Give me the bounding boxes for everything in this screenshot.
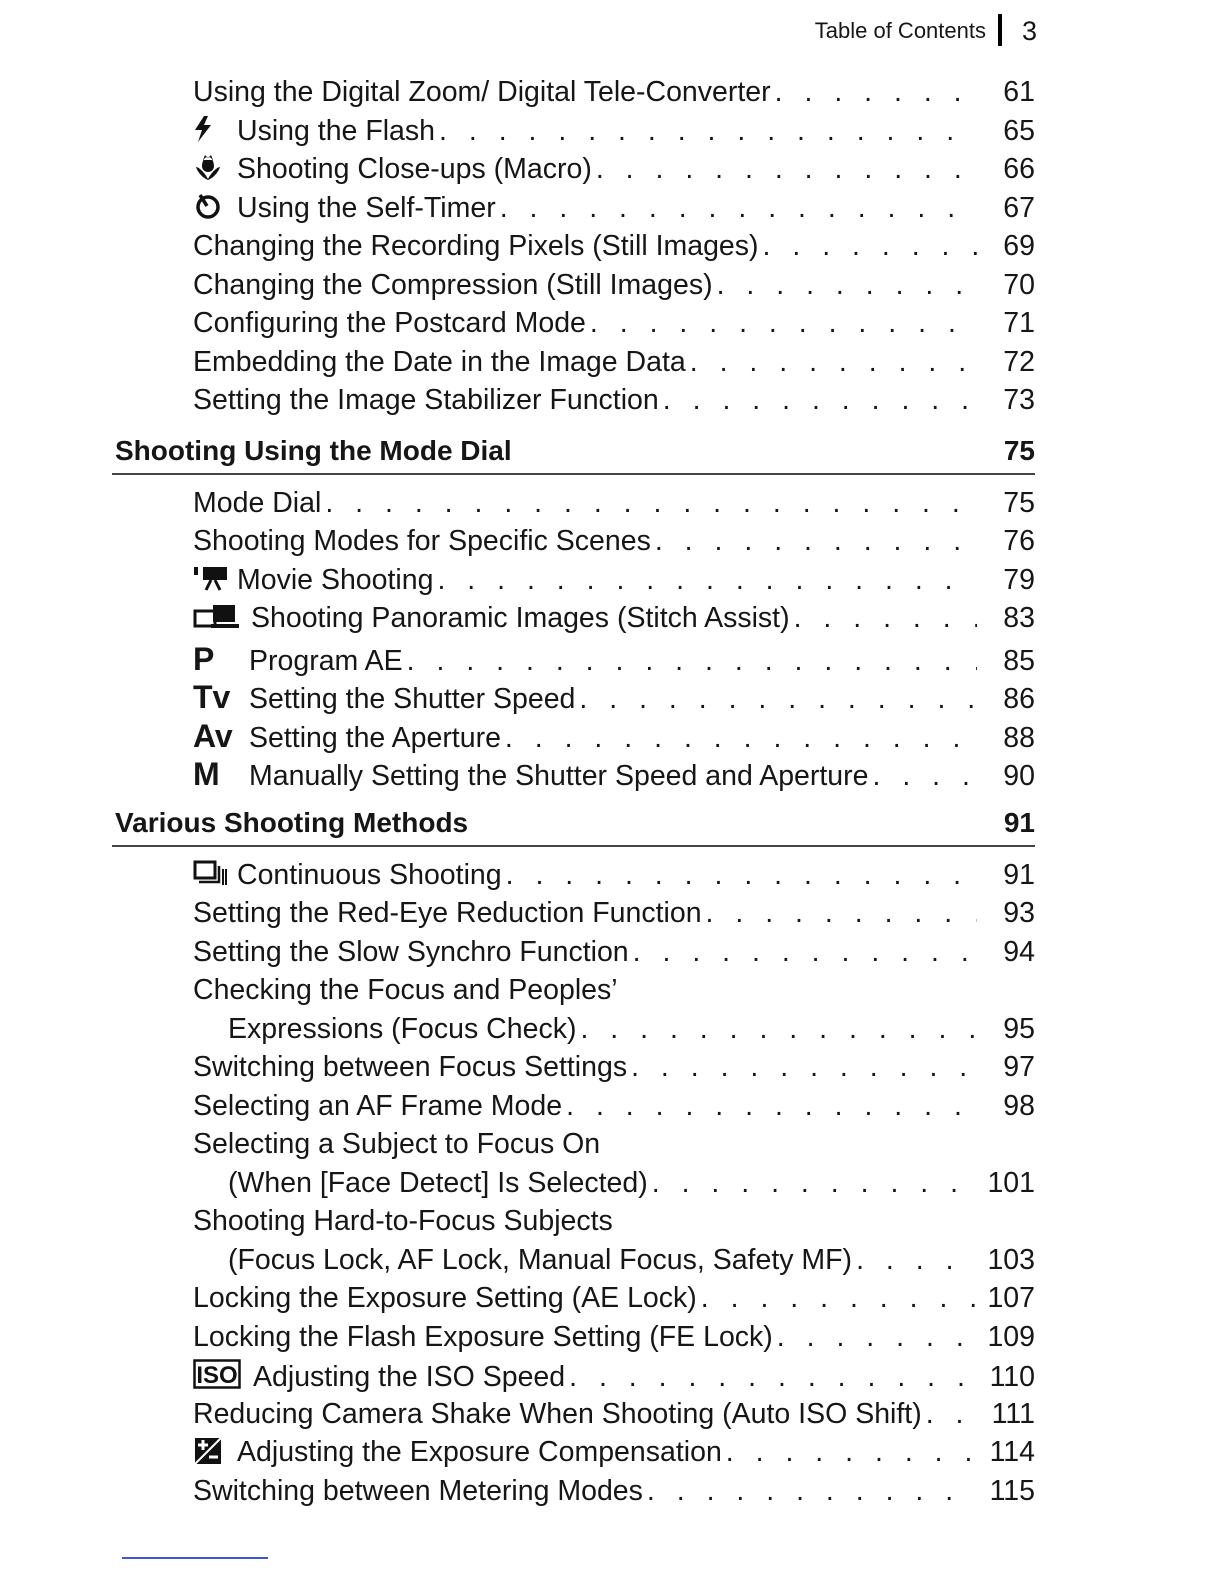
entry-page-number: 66 xyxy=(1003,153,1035,185)
entry-page-number: 95 xyxy=(1003,1012,1035,1045)
entry-title: Using the Flash xyxy=(237,114,436,147)
entry-page-number: 114 xyxy=(989,1436,1035,1468)
entry-title: (Focus Lock, AF Lock, Manual Focus, Safety MF) xyxy=(228,1243,853,1276)
toc-entry[interactable] xyxy=(193,307,1035,340)
mode-tv-icon: Tv xyxy=(193,679,231,715)
mode-p-icon: P xyxy=(193,640,215,677)
movie-icon xyxy=(193,564,237,597)
entry-page-number: 73 xyxy=(1003,384,1035,416)
section-rule xyxy=(112,845,1035,847)
entry-title: Embedding the Date in the Image Data xyxy=(193,345,686,378)
toc-entry[interactable] xyxy=(193,1167,1035,1200)
entry-page-number: 115 xyxy=(989,1474,1035,1507)
toc-entry[interactable] xyxy=(193,1244,1035,1277)
entry-page-number: 72 xyxy=(1003,345,1035,378)
toc-entry[interactable] xyxy=(193,1128,1035,1161)
dot-leader xyxy=(706,897,977,930)
dot-leader xyxy=(569,1361,977,1394)
entry-page-number: 75 xyxy=(1003,486,1035,519)
entry-page-number: 70 xyxy=(1003,268,1035,301)
toc-entry[interactable] xyxy=(193,230,1035,263)
entry-title: Setting the Shutter Speed xyxy=(249,683,576,715)
flash-icon xyxy=(193,115,237,148)
dot-leader xyxy=(763,230,977,263)
macro-icon xyxy=(193,153,237,186)
entry-title: Configuring the Postcard Mode xyxy=(193,307,586,339)
toc-entry[interactable] xyxy=(193,384,1035,417)
toc-entry[interactable] xyxy=(193,1090,1035,1123)
entry-page-number: 86 xyxy=(1003,683,1035,715)
toc-entry[interactable] xyxy=(193,1359,1035,1394)
entry-page-number: 85 xyxy=(1003,644,1035,677)
section-heading[interactable] xyxy=(115,807,1035,839)
entry-page-number: 91 xyxy=(1003,858,1035,891)
entry-page-number: 111 xyxy=(991,1397,1035,1430)
continuous-icon xyxy=(193,859,237,892)
entry-page-number: 65 xyxy=(1003,114,1035,147)
entry-title: Setting the Red-Eye Reduction Function xyxy=(193,897,702,929)
entry-title: Reducing Camera Shake When Shooting (Auto ISO Shift) xyxy=(193,1397,922,1430)
entry-title: Adjusting the Exposure Compensation xyxy=(237,1436,722,1468)
entry-page-number: 61 xyxy=(1003,76,1035,108)
entry-title: Manually Setting the Shutter Speed and Aperture xyxy=(249,760,869,792)
entry-title: Selecting an AF Frame Mode xyxy=(193,1089,563,1122)
toc-entry[interactable] xyxy=(193,269,1035,302)
dot-leader xyxy=(407,645,977,678)
entry-page-number: 76 xyxy=(1003,525,1035,557)
entry-title: (When [Face Detect] Is Selected) xyxy=(228,1166,648,1199)
dot-leader xyxy=(633,936,977,969)
entry-title: Expressions (Focus Check) xyxy=(228,1012,577,1045)
header-divider xyxy=(998,14,1002,46)
section-page-number: 91 xyxy=(1003,806,1035,838)
header-page-number: 3 xyxy=(1022,16,1038,46)
entry-page-number: 69 xyxy=(1003,230,1035,262)
entry-title: Selecting a Subject to Focus On xyxy=(193,1128,601,1160)
dot-leader xyxy=(500,192,977,225)
toc-entry[interactable] xyxy=(193,1051,1035,1084)
toc-entry[interactable] xyxy=(193,192,1035,225)
section-title: Shooting Using the Mode Dial xyxy=(115,434,512,466)
stitch-assist-icon xyxy=(193,602,251,635)
dot-leader xyxy=(794,602,977,635)
section-title: Various Shooting Methods xyxy=(115,806,469,838)
toc-entry[interactable] xyxy=(193,153,1035,186)
entry-title: Continuous Shooting xyxy=(237,858,502,891)
dot-leader xyxy=(506,859,977,892)
dot-leader xyxy=(631,1051,977,1084)
entry-title: Shooting Hard-to-Focus Subjects xyxy=(193,1205,613,1237)
toc-entry[interactable] xyxy=(193,564,1035,597)
dot-leader xyxy=(652,1167,977,1200)
entry-page-number: 79 xyxy=(1003,563,1035,596)
toc-entry[interactable] xyxy=(193,756,1035,793)
entry-title: Using the Self-Timer xyxy=(237,191,496,224)
dot-leader xyxy=(856,1244,977,1277)
dot-leader xyxy=(775,76,977,109)
entry-title: Locking the Exposure Setting (AE Lock) xyxy=(193,1282,697,1314)
entry-title: Setting the Aperture xyxy=(249,721,501,754)
entry-page-number: 110 xyxy=(989,1361,1035,1393)
toc-entry[interactable] xyxy=(193,1436,1035,1469)
entry-page-number: 71 xyxy=(1003,307,1035,339)
toc-entry[interactable] xyxy=(193,1321,1035,1354)
dot-leader xyxy=(505,722,977,755)
entry-title: Setting the Image Stabilizer Function xyxy=(193,384,659,416)
entry-page-number: 94 xyxy=(1003,935,1035,968)
toc-entry[interactable] xyxy=(193,1475,1035,1508)
toc-entry[interactable] xyxy=(193,679,1035,716)
dot-leader xyxy=(726,1436,977,1469)
toc-entry[interactable] xyxy=(193,897,1035,930)
section-heading[interactable] xyxy=(115,435,1035,467)
entry-page-number: 98 xyxy=(1003,1089,1035,1122)
toc-entry[interactable] xyxy=(193,936,1035,969)
toc-entry[interactable] xyxy=(193,602,1035,635)
dot-leader xyxy=(717,269,977,302)
dot-leader xyxy=(596,153,977,186)
mode-av-icon: Av xyxy=(193,717,233,754)
toc-entry[interactable] xyxy=(193,1205,1035,1238)
toc-entry[interactable] xyxy=(193,1398,1035,1431)
toc-entry[interactable] xyxy=(193,641,1035,678)
dot-leader xyxy=(873,760,978,793)
entry-page-number: 109 xyxy=(987,1320,1035,1353)
entry-title: Using the Digital Zoom/ Digital Tele-Converter xyxy=(193,76,771,108)
dot-leader xyxy=(926,1398,977,1431)
entry-title: Changing the Recording Pixels (Still Images) xyxy=(193,230,759,262)
entry-page-number: 83 xyxy=(1003,602,1035,634)
toc-entry[interactable] xyxy=(193,718,1035,755)
mode-m-icon: M xyxy=(193,756,220,792)
entry-title: Changing the Compression (Still Images) xyxy=(193,268,713,301)
entry-page-number: 97 xyxy=(1003,1051,1035,1083)
entry-title: Checking the Focus and Peoples’ xyxy=(193,974,618,1006)
entry-title: Shooting Close-ups (Macro) xyxy=(237,153,592,185)
entry-page-number: 101 xyxy=(987,1166,1035,1199)
toc-entry[interactable] xyxy=(193,1013,1035,1046)
dot-leader xyxy=(566,1090,977,1123)
entry-title: Adjusting the ISO Speed xyxy=(253,1361,566,1393)
entry-title: Program AE xyxy=(249,644,403,677)
toc-entry[interactable] xyxy=(193,859,1035,892)
header-title: Table of Contents xyxy=(814,18,986,43)
entry-page-number: 103 xyxy=(987,1243,1035,1276)
entry-title: Movie Shooting xyxy=(237,563,434,596)
entry-title: Shooting Panoramic Images (Stitch Assist) xyxy=(251,602,790,634)
section-page-number: 75 xyxy=(1003,434,1035,466)
section-rule xyxy=(112,473,1035,475)
entry-title: Setting the Slow Synchro Function xyxy=(193,935,629,968)
entry-title: Shooting Modes for Specific Scenes xyxy=(193,525,651,557)
toc-entry[interactable] xyxy=(193,115,1035,148)
dot-leader xyxy=(777,1321,977,1354)
entry-page-number: 90 xyxy=(1003,760,1035,792)
self-timer-icon xyxy=(193,192,237,225)
toc-entry[interactable] xyxy=(193,487,1035,520)
entry-page-number: 107 xyxy=(987,1282,1035,1314)
toc-entry[interactable] xyxy=(193,76,1035,109)
entry-title: Switching between Metering Modes xyxy=(193,1474,643,1507)
exposure-comp-icon xyxy=(193,1436,237,1469)
entry-page-number: 67 xyxy=(1003,191,1035,224)
entry-title: Locking the Flash Exposure Setting (FE Lock) xyxy=(193,1320,773,1353)
dot-leader xyxy=(590,307,977,340)
dot-leader xyxy=(580,1013,977,1046)
dot-leader xyxy=(701,1282,977,1315)
toc-entry[interactable] xyxy=(193,525,1035,558)
entry-page-number: 93 xyxy=(1003,897,1035,929)
dot-leader xyxy=(647,1475,977,1508)
dot-leader xyxy=(439,115,977,148)
entry-page-number: 88 xyxy=(1003,721,1035,754)
toc-entry[interactable] xyxy=(193,974,1035,1007)
bottom-rule xyxy=(122,1557,268,1559)
dot-leader xyxy=(579,683,977,716)
dot-leader xyxy=(655,525,977,558)
entry-title: Switching between Focus Settings xyxy=(193,1051,628,1083)
toc-entry[interactable] xyxy=(193,346,1035,379)
dot-leader xyxy=(663,384,977,417)
svg-text:ISO: ISO xyxy=(196,1362,238,1389)
entry-title: Mode Dial xyxy=(193,486,322,519)
dot-leader xyxy=(325,487,977,520)
dot-leader xyxy=(690,346,977,379)
dot-leader xyxy=(437,564,977,597)
toc-entry[interactable] xyxy=(193,1282,1035,1315)
page-header xyxy=(0,14,1224,54)
iso-icon xyxy=(193,1359,253,1394)
